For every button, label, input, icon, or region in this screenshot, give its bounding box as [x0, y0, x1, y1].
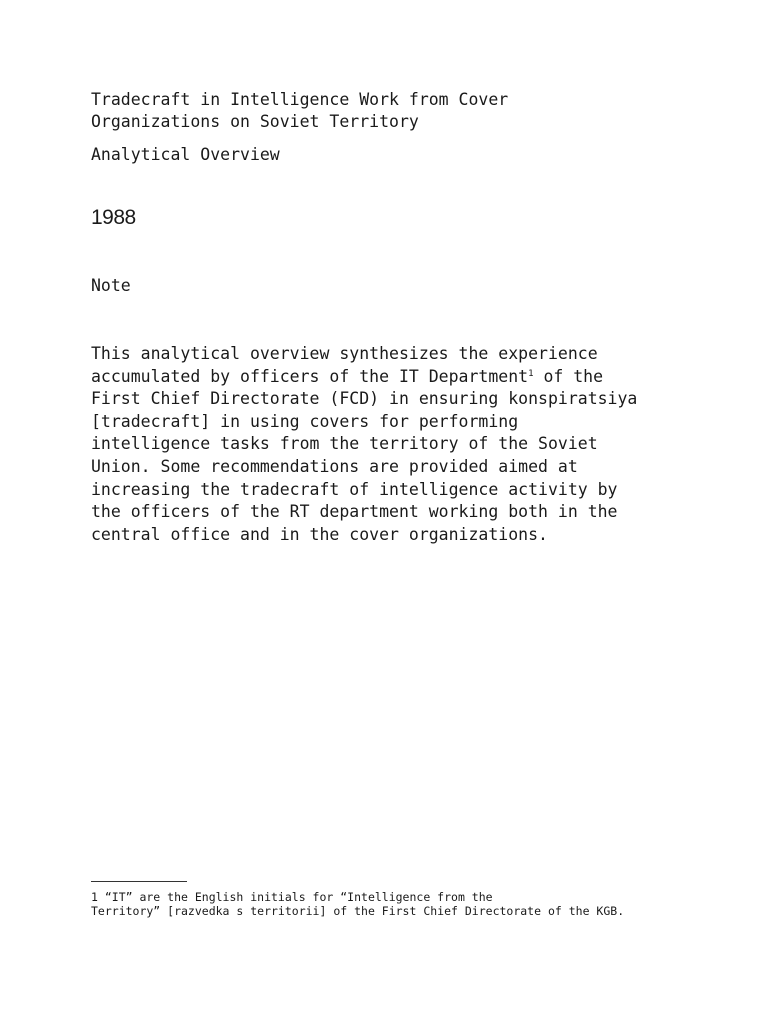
document-subtitle: Analytical Overview — [91, 145, 280, 164]
body-line: This analytical overview synthesizes the experience — [91, 344, 598, 363]
document-title — [91, 89, 508, 133]
footnote-line: Territory” [razvedka s territorii] of the First Chief Directorate of the KGB. — [91, 904, 625, 918]
body-line: intelligence tasks from the territory of the Soviet — [91, 434, 598, 454]
footnote-reference[interactable]: 1 — [528, 368, 534, 379]
body-line-text: accumulated by officers of the IT Department — [91, 366, 529, 386]
footnote-line: 1 “IT” are the English initials for “Intelligence from the — [91, 890, 493, 904]
body-line: First Chief Directorate (FCD) in ensuring konspiratsiya — [91, 389, 638, 409]
body-line-tail: of the — [533, 366, 604, 386]
body-line: the officers of the RT department working both in the — [91, 502, 618, 522]
footnote — [91, 890, 624, 918]
body-line: central office and in the cover organizations. — [91, 524, 548, 544]
body-line: increasing the tradecraft of intelligence activity by — [91, 479, 618, 499]
body-line: [tradecraft] in using covers for performing — [91, 411, 519, 431]
title-line: Tradecraft in Intelligence Work from Cover — [91, 90, 509, 109]
body-line — [91, 366, 637, 389]
title-line: Organizations on Soviet Territory — [91, 112, 419, 131]
footnote-divider — [91, 881, 187, 882]
body-line: Union. Some recommendations are provided aimed at — [91, 456, 578, 476]
document-year: 1988 — [91, 206, 136, 229]
body-paragraph — [91, 343, 637, 546]
note-heading: Note — [91, 276, 131, 295]
